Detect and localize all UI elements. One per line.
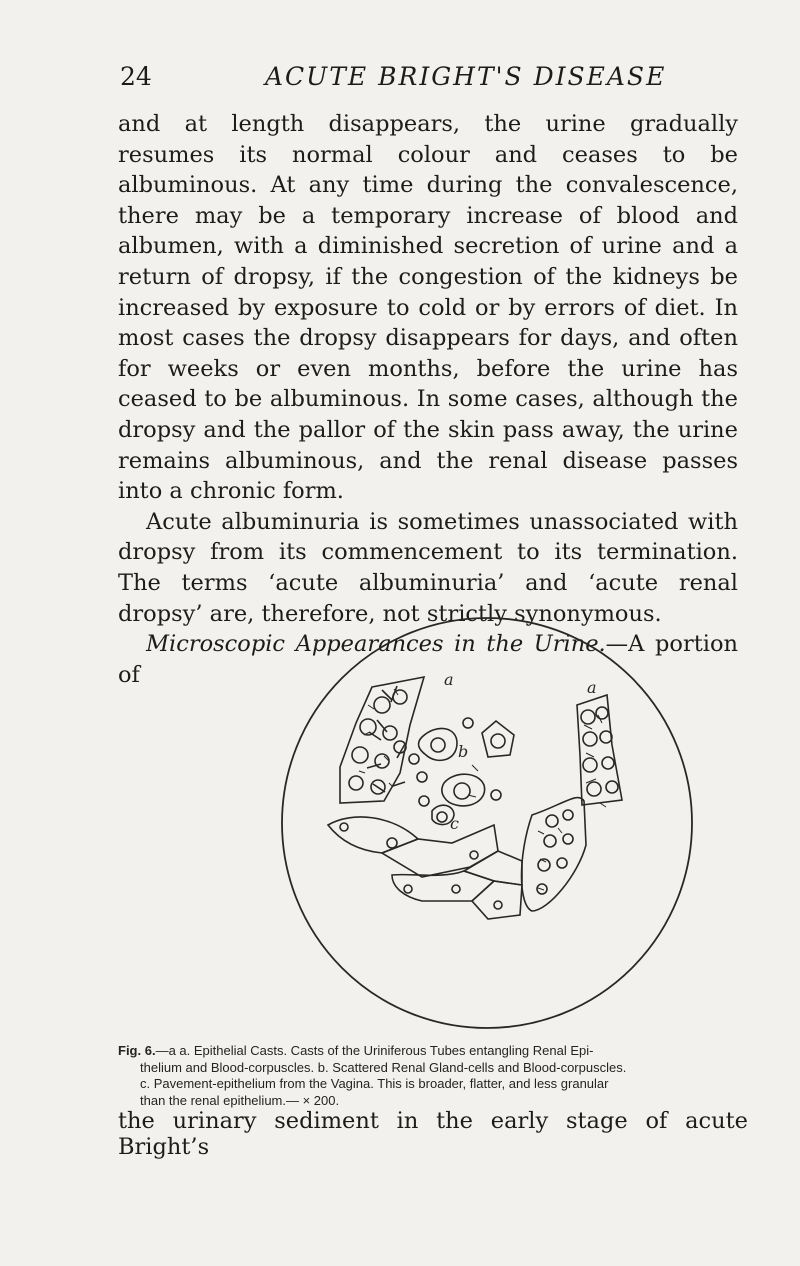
scattered-cells-b bbox=[409, 718, 514, 825]
label-b: b bbox=[458, 742, 469, 761]
running-title: ACUTE BRIGHT'S DISEASE bbox=[265, 62, 667, 91]
page-header bbox=[120, 62, 720, 92]
epithelial-cast-left bbox=[340, 677, 424, 803]
paragraph-2: Acute albuminuria is sometimes unassociated with dropsy from its commencement to its termination. The terms ‘acute albuminuria’ and ‘acute renal dropsy’ are, therefore, not strictly synonymous. bbox=[118, 508, 738, 627]
caption-fig-label: Fig. 6. bbox=[118, 1043, 156, 1058]
continuation-text: the urinary sediment in the early stage of acute Bright’s bbox=[118, 1108, 748, 1160]
caption-line-4: than the renal epithelium.— × 200. bbox=[140, 1092, 340, 1108]
caption-line-1 bbox=[118, 1043, 746, 1060]
section-lead: —A portion of bbox=[118, 631, 738, 688]
figure-6 bbox=[232, 615, 742, 1040]
epithelial-cast-right bbox=[577, 695, 622, 807]
caption-line-1-text: —a a. Epithelial Casts. Casts of the Uriniferous Tubes entangling Renal Epi- bbox=[155, 1043, 594, 1058]
label-c: c bbox=[450, 814, 459, 833]
microscope-field-illustration bbox=[232, 615, 742, 1040]
label-a-right: a bbox=[587, 678, 597, 697]
paragraph-1: and at length disappears, the urine gradually resumes its normal colour and ceases to be albuminous. At any time during the convalescence, there may be a temporary increase of blood and albumen, with a diminished secretion of urine and a return of dropsy, if the congestion of the kidneys be increased by exposure to cold or by errors of diet. In most cases the dropsy disappears for days, and often for weeks or even months, before the urine has ceased to be albuminous. In some cases, although the dropsy and the pallor of the skin pass away, the urine remains albuminous, and the renal disease passes into a chronic form. bbox=[118, 111, 738, 505]
page-number: 24 bbox=[120, 62, 152, 91]
caption-line-2: thelium and Blood-corpuscles. b. Scattered Renal Gland-cells and Blood-corpuscles. bbox=[140, 1059, 627, 1075]
body-text bbox=[118, 109, 738, 690]
section-heading: Microscopic Appearances in the Urine. bbox=[146, 631, 606, 658]
epithelial-cast-lower-right bbox=[522, 798, 587, 911]
pavement-epithelium-c bbox=[328, 817, 522, 919]
label-a-left: a bbox=[444, 670, 454, 689]
caption-line-3: c. Pavement-epithelium from the Vagina. This is broader, flatter, and less granular bbox=[140, 1076, 609, 1091]
figure-caption bbox=[118, 1043, 746, 1109]
